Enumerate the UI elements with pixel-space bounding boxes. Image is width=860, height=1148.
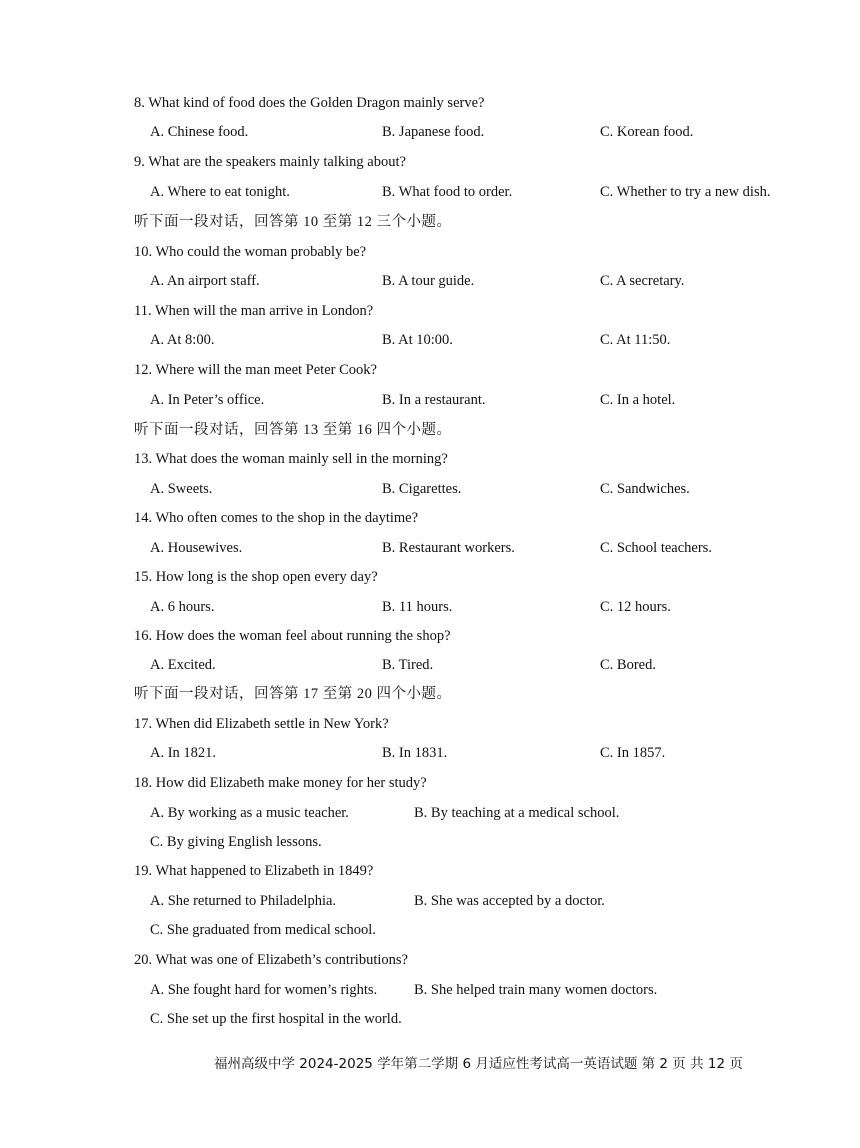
option-b: B. She helped train many women doctors.: [414, 982, 658, 998]
options-11: [0, 328, 860, 352]
option-c: C. In a hotel.: [600, 392, 676, 408]
option-a: A. She returned to Philadelphia.: [150, 893, 337, 909]
option-b: B. In 1831.: [382, 745, 448, 761]
option-a: A. In 1821.: [150, 745, 217, 761]
option-b: B. A tour guide.: [382, 273, 475, 289]
question-8: [0, 91, 860, 115]
section-instruction: 听下面一段对话，回答第 17 至第 20 四个小题。: [134, 686, 452, 702]
option-b: B. Japanese food.: [382, 124, 485, 140]
option-a: A. At 8:00.: [150, 332, 215, 348]
options-18-cont: [0, 830, 860, 854]
question-text: 15. How long is the shop open every day?: [134, 569, 378, 585]
options-20-cont: [0, 1007, 860, 1031]
question-17: [0, 712, 860, 736]
option-a: A. She fought hard for women’s rights.: [150, 982, 378, 998]
options-10: [0, 269, 860, 293]
option-c: C. School teachers.: [600, 540, 712, 556]
section-header: [0, 210, 860, 234]
section-header: [0, 682, 860, 706]
question-text: 18. How did Elizabeth make money for her study?: [134, 775, 427, 791]
question-text: 12. Where will the man meet Peter Cook?: [134, 362, 377, 378]
option-a: A. 6 hours.: [150, 599, 215, 615]
question-text: 8. What kind of food does the Golden Dragon mainly serve?: [134, 95, 485, 111]
option-b: B. By teaching at a medical school.: [414, 805, 620, 821]
question-text: 9. What are the speakers mainly talking about?: [134, 154, 406, 170]
option-a: A. Chinese food.: [150, 124, 249, 140]
option-c: C. She set up the first hospital in the world.: [150, 1011, 402, 1027]
options-19-cont: [0, 918, 860, 942]
option-c: C. At 11:50.: [600, 332, 671, 348]
section-header: [0, 418, 860, 442]
question-text: 16. How does the woman feel about running the shop?: [134, 628, 451, 644]
option-a: A. By working as a music teacher.: [150, 805, 349, 821]
question-12: [0, 358, 860, 382]
options-15: [0, 595, 860, 619]
options-14: [0, 536, 860, 560]
option-b: B. Restaurant workers.: [382, 540, 515, 556]
option-c: C. Bored.: [600, 657, 656, 673]
option-a: A. Housewives.: [150, 540, 243, 556]
options-17: [0, 741, 860, 765]
option-b: B. She was accepted by a doctor.: [414, 893, 605, 909]
options-8: [0, 120, 860, 144]
options-19: [0, 889, 860, 913]
option-c: C. She graduated from medical school.: [150, 922, 376, 938]
question-20: [0, 948, 860, 972]
option-b: B. Cigarettes.: [382, 481, 462, 497]
question-11: [0, 299, 860, 323]
question-text: 13. What does the woman mainly sell in the morning?: [134, 451, 448, 467]
section-instruction: 听下面一段对话，回答第 13 至第 16 四个小题。: [134, 422, 452, 438]
option-a: A. Excited.: [150, 657, 216, 673]
options-16: [0, 653, 860, 677]
option-b: B. At 10:00.: [382, 332, 453, 348]
option-b: B. What food to order.: [382, 184, 513, 200]
question-18: [0, 771, 860, 795]
question-text: 17. When did Elizabeth settle in New York?: [134, 716, 389, 732]
question-text: 11. When will the man arrive in London?: [134, 303, 374, 319]
question-10: [0, 240, 860, 264]
question-15: [0, 565, 860, 589]
option-c: C. Whether to try a new dish.: [600, 184, 771, 200]
option-b: B. 11 hours.: [382, 599, 453, 615]
option-a: A. Where to eat tonight.: [150, 184, 290, 200]
option-c: C. Sandwiches.: [600, 481, 690, 497]
question-9: [0, 150, 860, 174]
option-a: A. Sweets.: [150, 481, 213, 497]
question-16: [0, 624, 860, 648]
option-c: C. Korean food.: [600, 124, 694, 140]
question-text: 19. What happened to Elizabeth in 1849?: [134, 863, 374, 879]
option-c: C. A secretary.: [600, 273, 685, 289]
options-18: [0, 801, 860, 825]
page-footer: 福州高级中学 2024-2025 学年第二学期 6 月适应性考试高一英语试题 第 2 页 共 12 页: [214, 1056, 743, 1072]
options-12: [0, 388, 860, 412]
question-14: [0, 506, 860, 530]
section-instruction: 听下面一段对话，回答第 10 至第 12 三个小题。: [134, 214, 452, 230]
question-19: [0, 859, 860, 883]
option-c: C. 12 hours.: [600, 599, 671, 615]
option-a: A. An airport staff.: [150, 273, 260, 289]
options-9: [0, 180, 860, 204]
options-20: [0, 978, 860, 1002]
question-text: 10. Who could the woman probably be?: [134, 244, 367, 260]
options-13: [0, 477, 860, 501]
question-text: 14. Who often comes to the shop in the daytime?: [134, 510, 419, 526]
option-a: A. In Peter’s office.: [150, 392, 265, 408]
option-c: C. By giving English lessons.: [150, 834, 322, 850]
option-b: B. In a restaurant.: [382, 392, 486, 408]
question-text: 20. What was one of Elizabeth’s contributions?: [134, 952, 408, 968]
option-b: B. Tired.: [382, 657, 434, 673]
question-13: [0, 447, 860, 471]
option-c: C. In 1857.: [600, 745, 666, 761]
